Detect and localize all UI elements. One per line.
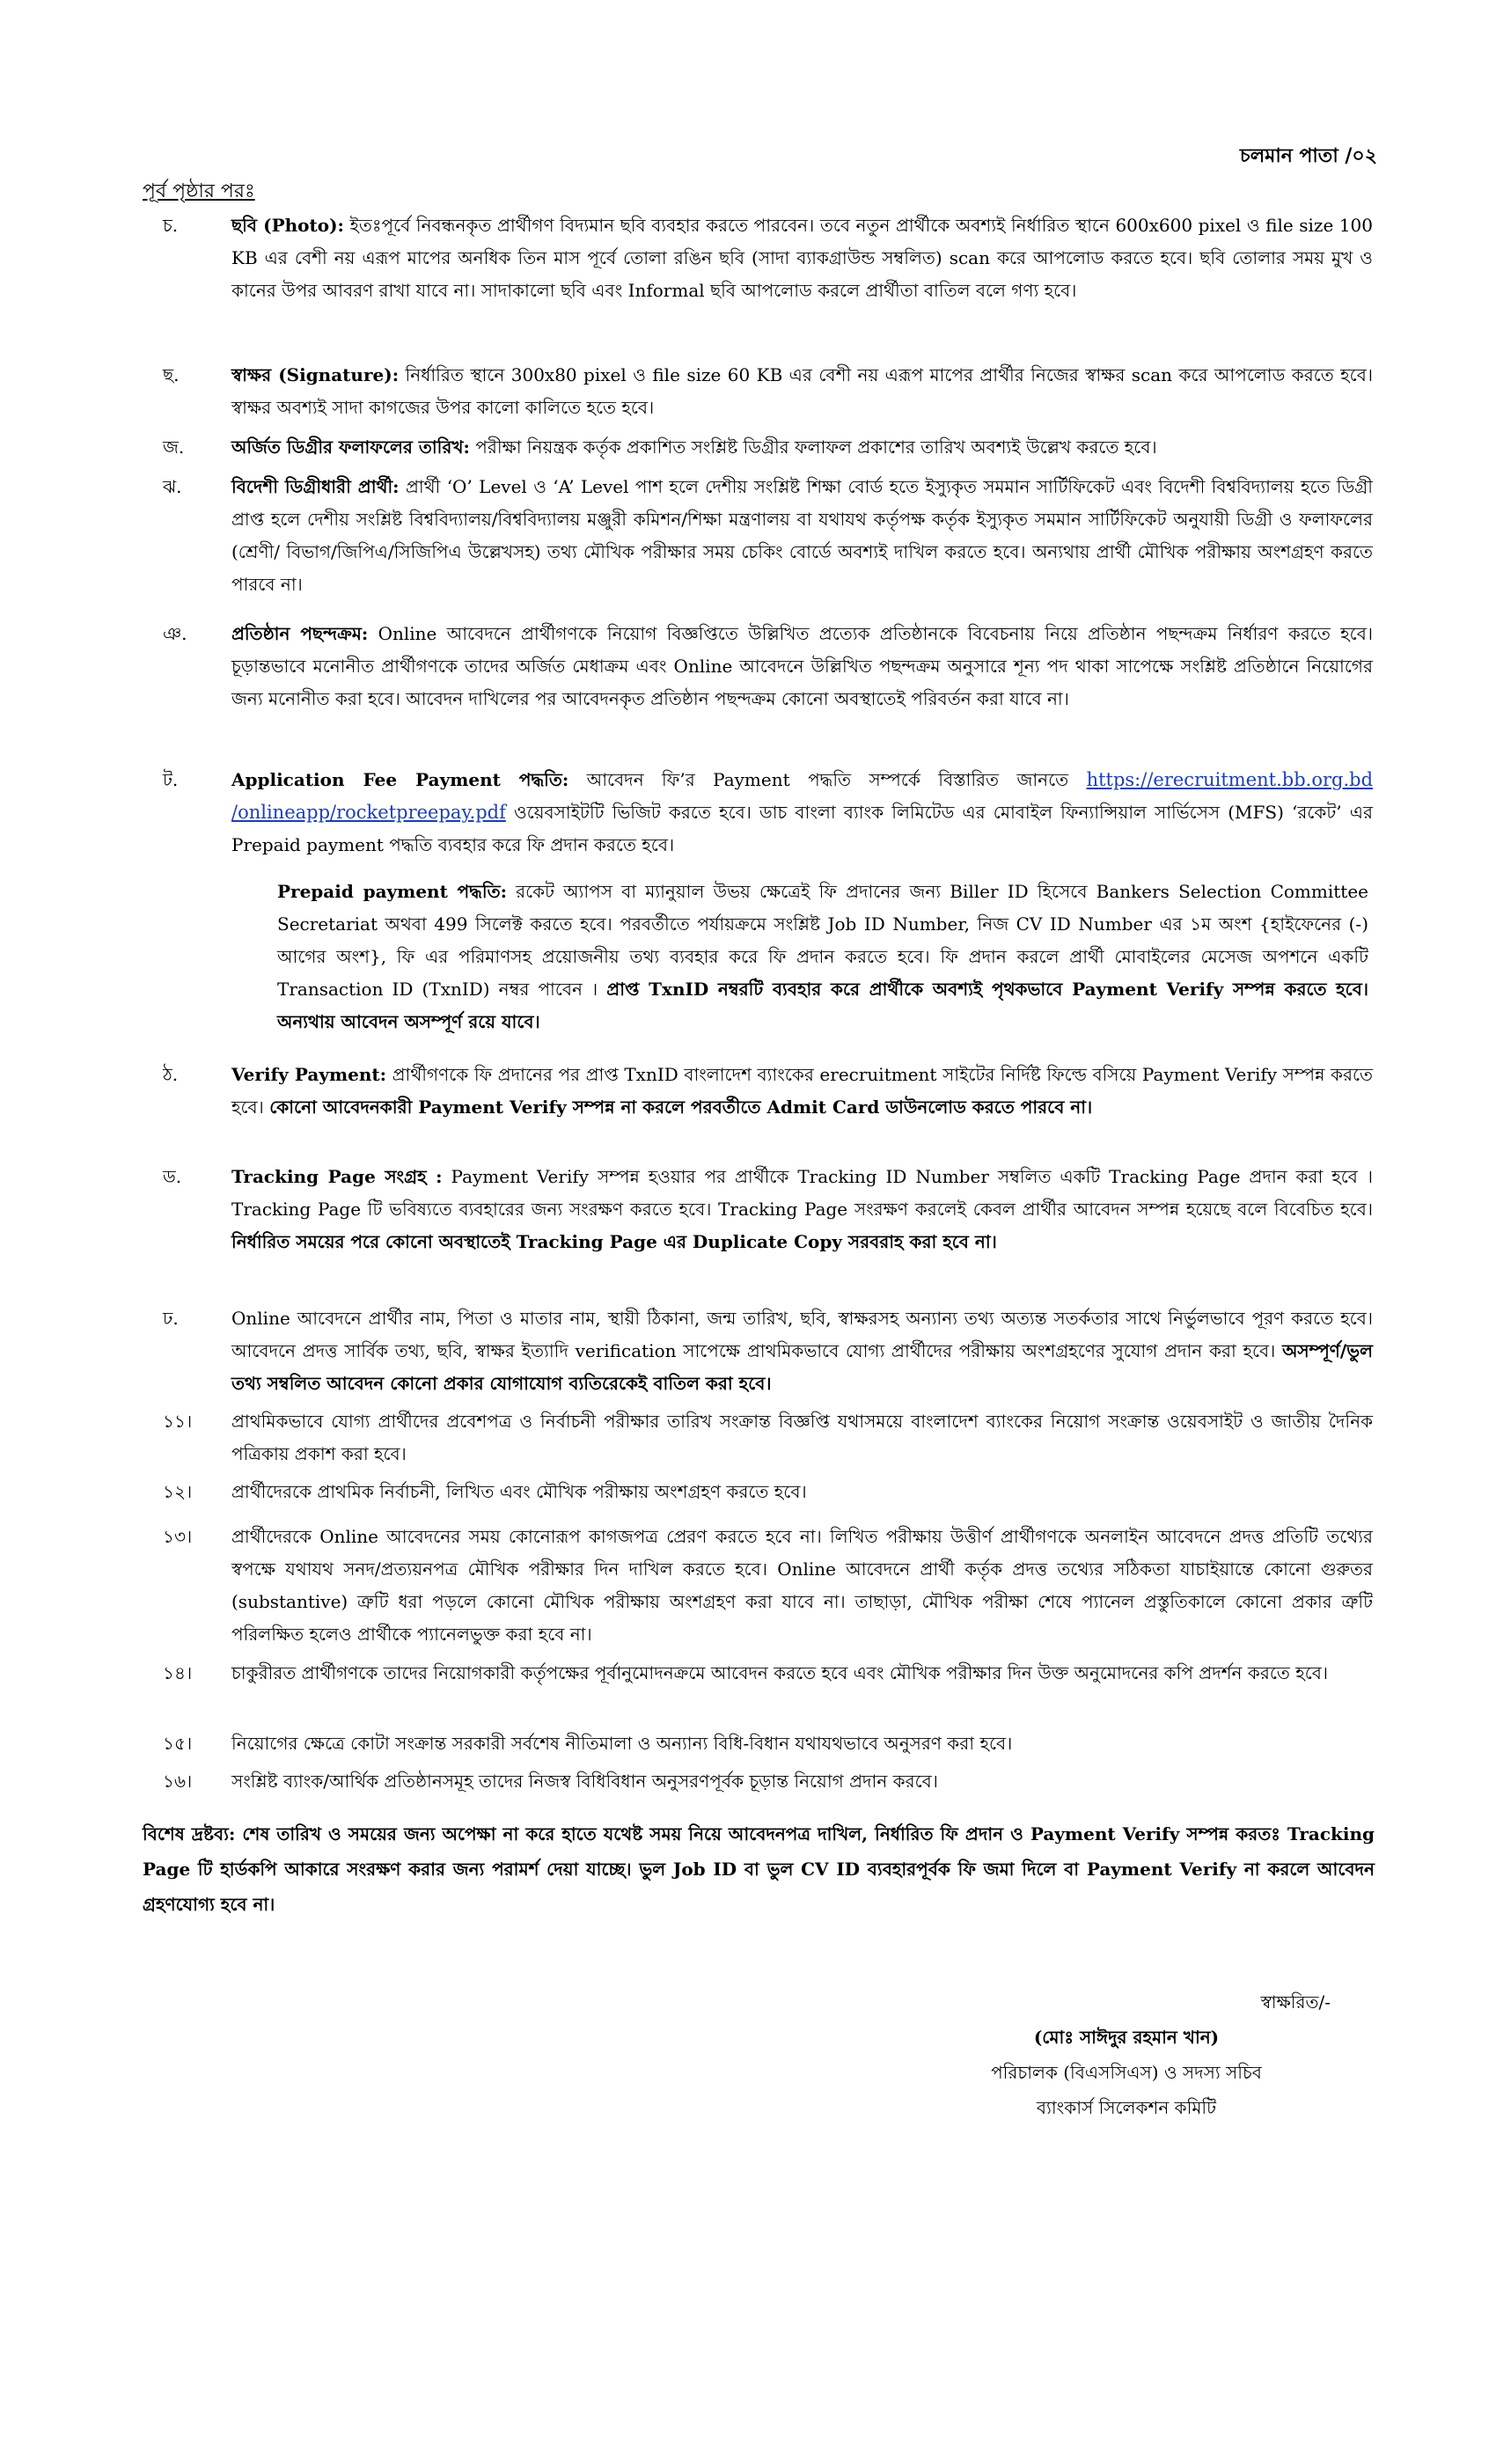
item-text: ওয়েবসাইটটি ভিজিট করতে হবে। ডাচ বাংলা ব্যাংক লিমিটেড এর মোবাইল ফিন্যান্সিয়াল সার্ভিসেস (MFS) ‘রকেট’ এর Prepaid payment পদ্ধতি ব্যবহার করে ফি প্রদান করতে হবে।: [231, 802, 1373, 855]
committee-name: ব্যাংকার্স সিলেকশন কমিটি: [1036, 2097, 1217, 2118]
item-signature: [163, 359, 1373, 424]
item-foreign-degree: [163, 471, 1373, 601]
item-marker: ঝ.: [163, 476, 182, 497]
numbered-item-12: [163, 1476, 1373, 1508]
item-heading: ছবি (Photo):: [231, 215, 344, 236]
item-marker: ট.: [163, 769, 179, 790]
fee-payment-link[interactable]: https://erecruitment.bb.org.bd /onlineapp/rocketpreepay.pdf: [231, 769, 1374, 823]
item-marker: ১৫।: [163, 1733, 193, 1754]
item-text: সংশ্লিষ্ট ব্যাংক/আর্থিক প্রতিষ্ঠানসমূহ তাদের নিজস্ব বিধিবিধান অনুসরণপূর্বক চূড়ান্ত নিয়োগ প্রদান করবে।: [231, 1771, 938, 1792]
item-marker: ১২।: [163, 1481, 193, 1502]
item-tracking-page: [163, 1161, 1373, 1258]
item-text: প্রার্থীদেরকে প্রাথমিক নির্বাচনী, লিখিত এবং মৌখিক পরীক্ষায় অংশগ্রহণ করতে হবে।: [231, 1481, 807, 1502]
prepaid-payment-block: [277, 876, 1368, 1038]
continued-label: পূর্ব পৃষ্ঠার পরঃ: [143, 180, 255, 202]
item-text: প্রাথমিকভাবে যোগ্য প্রার্থীদের প্রবেশপত্র ও নির্বাচনী পরীক্ষার তারিখ সংক্রান্ত বিজ্ঞপ্তি যথাসময়ে বাংলাদেশ ব্যাংকের নিয়োগ সংক্রান্ত ওয়েবসাইট ও জাতীয় দৈনিক পত্রিকায় প্রকাশ করা হবে।: [231, 1411, 1373, 1464]
numbered-item-13: [163, 1521, 1373, 1651]
running-page-label: চলমান পাতা /০২: [1239, 144, 1377, 167]
prepaid-bold-text: প্রাপ্ত TxnID নম্বরটি ব্যবহার করে প্রার্থীকে অবশ্যই পৃথকভাবে Payment Verify সম্পন্ন করতে হবে। অন্যথায় আবেদন অসম্পূর্ণ রয়ে যাবে।: [277, 979, 1369, 1032]
item-marker: ১৩।: [163, 1526, 193, 1547]
item-bold-text: কোনো আবেদনকারী Payment Verify সম্পন্ন না করলে পরবর্তীতে Admit Card ডাউনলোড করতে পারবে না।: [269, 1096, 1093, 1118]
item-heading: প্রতিষ্ঠান পছন্দক্রম:: [231, 623, 369, 644]
item-photo: [163, 209, 1373, 307]
item-text: আবেদন ফি’র Payment পদ্ধতি সম্পর্কে বিস্তারিত জানতে: [586, 769, 1069, 790]
item-text: প্রার্থীদেরকে Online আবেদনের সময় কোনোরূপ কাগজপত্র প্রেরণ করতে হবে না। লিখিত পরীক্ষায় উত্তীর্ণ প্রার্থীগণকে অনলাইন আবেদনে প্রদত্ত প্রতিটি তথ্যের স্বপক্ষে যথাযথ সনদ/প্রত্যয়নপত্র মৌখিক পরীক্ষার দিন দাখিল করতে হবে। Online আবেদনে প্রার্থী কর্তৃক প্রদত্ত তথ্যের সঠিকতা যাচাইয়ান্তে কোনো গুরুতর (substantive) ত্রুটি ধরা পড়লে কোনো মৌখিক পরীক্ষায় অংশগ্রহণ করা যাবে না। তাছাড়া, মৌখিক পরীক্ষা শেষে প্যানেল প্রস্তুতিকালে কোনো প্রকার ত্রুটি পরিলক্ষিত হলেও প্রার্থীকে প্যানেলভুক্ত করা হবে না।: [231, 1526, 1373, 1645]
item-text: Payment Verify সম্পন্ন হওয়ার পর প্রার্থীকে Tracking ID Number সম্বলিত একটি Tracking Page প্রদান করা হবে । Tracking Page টি ভবিষ্যতে ব্যবহারের জন্য সংরক্ষণ করতে হবে। Tracking Page সংরক্ষণ করলেই কেবল প্রার্থীর আবেদন সম্পন্ন হয়েছে বলে বিবেচিত হবে।: [231, 1166, 1373, 1220]
item-heading: Tracking Page সংগ্রহ :: [231, 1166, 443, 1187]
signatory-name: (মোঃ সাঈদুর রহমান খান): [1033, 2027, 1220, 2048]
item-text: ইতঃপূর্বে নিবন্ধনকৃত প্রার্থীগণ বিদ্যমান ছবি ব্যবহার করতে পারবেন। তবে নতুন প্রার্থীকে অবশ্যই নির্ধারিত স্থানে 600x600 pixel ও file size 100 KB এর বেশী নয় এরূপ মাপের অনধিক তিন মাস পূর্বে তোলা রঙিন ছবি (সাদা ব্যাকগ্রাউন্ড সম্বলিত) scan করে আপলোড করতে হবে। ছবি তোলার সময় মুখ ও কানের উপর আবরণ রাখা যাবে না। সাদাকালো ছবি এবং Informal ছবি আপলোড করলে প্রার্থীতা বাতিল বলে গণ্য হবে।: [231, 215, 1373, 301]
item-bold-text: নির্ধারিত সময়ের পরে কোনো অবস্থাতেই Tracking Page এর Duplicate Copy সরবরাহ করা হবে না।: [231, 1231, 997, 1252]
item-text: প্রার্থীগণকে ফি প্রদানের পর প্রাপ্ত TxnID বাংলাদেশ ব্যাংকের erecruitment সাইটের নির্দিষ্ট ফিল্ডে বসিয়ে Payment Verify সম্পন্ন করতে হবে।: [231, 1064, 1374, 1118]
prepaid-heading: Prepaid payment পদ্ধতি:: [277, 881, 507, 902]
signature-block: [880, 1984, 1373, 2125]
numbered-item-15: [163, 1727, 1373, 1760]
item-result-date: [163, 431, 1373, 464]
signed-label: স্বাক্ষরিত/-: [1260, 1991, 1331, 2013]
item-heading: বিদেশী ডিগ্রীধারী প্রার্থী:: [231, 476, 400, 497]
item-marker: ছ.: [163, 364, 180, 385]
item-heading: অর্জিত ডিগ্রীর ফলাফলের তারিখ:: [231, 436, 470, 458]
item-marker: ড.: [163, 1166, 182, 1187]
item-bold-text: অসম্পূর্ণ/ভুল তথ্য সম্বলিত আবেদন কোনো প্রকার যোগাযোগ ব্যতিরেকেই বাতিল করা হবে।: [231, 1340, 1374, 1394]
item-marker: জ.: [163, 436, 185, 458]
item-heading: স্বাক্ষর (Signature):: [231, 364, 400, 385]
item-online-info: [163, 1302, 1373, 1400]
item-heading: Verify Payment:: [231, 1064, 387, 1085]
item-heading: Application Fee Payment পদ্ধতি:: [231, 769, 569, 790]
special-note: বিশেষ দ্রষ্টব্য: শেষ তারিখ ও সময়ের জন্য অপেক্ষা না করে হাতে যথেষ্ট সময় নিয়ে আবেদনপত্র দাখিল, নির্ধারিত ফি প্রদান ও Payment Verify সম্পন্ন করতঃ Tracking Page টি হার্ডকপি আকারে সংরক্ষণ করার জন্য পরামর্শ দেয়া যাচ্ছে। ভুল Job ID বা ভুল CV ID ব্যবহারপূর্বক ফি জমা দিলে বা Payment Verify না করলে আবেদন গ্রহণযোগ্য হবে না।: [143, 1823, 1375, 1915]
item-marker: ঠ.: [163, 1064, 179, 1085]
item-marker: ১১।: [163, 1411, 193, 1432]
numbered-item-14: [163, 1657, 1373, 1690]
numbered-item-11: [163, 1405, 1373, 1470]
item-text: নির্ধারিত স্থানে 300x80 pixel ও file size 60 KB এর বেশী নয় এরূপ মাপের প্রার্থীর নিজের স্বাক্ষর scan করে আপলোড করতে হবে। স্বাক্ষর অবশ্যই সাদা কাগজের উপর কালো কালিতে হতে হবে।: [231, 364, 1373, 418]
item-marker: ঢ.: [163, 1308, 179, 1329]
item-marker: চ.: [163, 215, 179, 236]
item-text: Online আবেদনে প্রার্থীর নাম, পিতা ও মাতার নাম, স্থায়ী ঠিকানা, জন্ম তারিখ, ছবি, স্বাক্ষরসহ অন্যান্য তথ্য অত্যন্ত সতর্কতার সাথে নির্ভুলভাবে পূরণ করতে হবে। আবেদনে প্রদত্ত সার্বিক তথ্য, ছবি, স্বাক্ষর ইত্যাদি verification সাপেক্ষে প্রাথমিকভাবে যোগ্য প্রার্থীদের পরীক্ষায় অংশগ্রহণের সুযোগ প্রদান করা হবে।: [231, 1308, 1373, 1361]
prepaid-text: রকেট অ্যাপস বা ম্যানুয়াল উভয় ক্ষেত্রেই ফি প্রদানের জন্য Biller ID হিসেবে Bankers Selection Committee Secretariat অথবা 499 সিলেক্ট করতে হবে। পরবর্তীতে পর্যায়ক্রমে সংশ্লিষ্ট Job ID Number, নিজ CV ID Number এর ১ম অংশ {হাইফেনের (-) আগের অংশ}, ফি এর পরিমাণসহ প্রয়োজনীয় তথ্য ব্যবহার করে ফি প্রদান করতে হবে। ফি প্রদান করলে প্রার্থী মোবাইলের মেসেজ অপশনে একটি Transaction ID (TxnID) নম্বর পাবেন ।: [277, 881, 1368, 1000]
item-marker: ১৬।: [163, 1771, 193, 1792]
item-fee-payment: [163, 764, 1373, 862]
item-text: প্রার্থী ‘O’ Level ও ‘A’ Level পাশ হলে দেশীয় সংশ্লিষ্ট শিক্ষা বোর্ড হতে ইস্যুকৃত সমমান সার্টিফিকেট এবং বিদেশী বিশ্ববিদ্যালয় হতে ডিগ্রী প্রাপ্ত হলে দেশীয় সংশ্লিষ্ট বিশ্ববিদ্যালয়/বিশ্ববিদ্যালয় মঞ্জুরী কমিশন/শিক্ষা মন্ত্রণালয় বা যথাযথ কর্তৃপক্ষ কর্তৃক ইস্যুকৃত সমমান সার্টিফিকেট অনুযায়ী ডিগ্রী ও ফলাফলের (শ্রেণী/ বিভাগ/জিপিএ/সিজিপিএ উল্লেখসহ) তথ্য মৌখিক পরীক্ষার সময় চেকিং বোর্ডে অবশ্যই দাখিল করতে হবে। অন্যথায় প্রার্থী মৌখিক পরীক্ষায় অংশগ্রহণ করতে পারবে না।: [231, 476, 1374, 595]
item-verify-payment: [163, 1059, 1373, 1124]
item-text: পরীক্ষা নিয়ন্ত্রক কর্তৃক প্রকাশিত সংশ্লিষ্ট ডিগ্রীর ফলাফল প্রকাশের তারিখ অবশ্যই উল্লেখ করতে হবে।: [475, 436, 1157, 458]
item-marker: ১৪।: [163, 1662, 193, 1683]
signatory-designation: পরিচালক (বিএসসিএস) ও সদস্য সচিব: [991, 2062, 1262, 2083]
item-institution-preference: [163, 618, 1373, 715]
item-text: চাকুরীরত প্রার্থীগণকে তাদের নিয়োগকারী কর্তৃপক্ষের পূর্বানুমোদনক্রমে আবেদন করতে হবে এবং মৌখিক পরীক্ষার দিন উক্ত অনুমোদনের কপি প্রদর্শন করতে হবে।: [231, 1662, 1329, 1683]
numbered-item-16: [163, 1765, 1373, 1798]
item-text: নিয়োগের ক্ষেত্রে কোটা সংক্রান্ত সরকারী সর্বশেষ নীতিমালা ও অন্যান্য বিধি-বিধান যথাযথভাবে অনুসরণ করা হবে।: [231, 1733, 1013, 1754]
item-marker: ঞ.: [163, 623, 187, 644]
item-text: Online আবেদনে প্রার্থীগণকে নিয়োগ বিজ্ঞপ্তিতে উল্লিখিত প্রত্যেক প্রতিষ্ঠানকে বিবেচনায় নিয়ে প্রতিষ্ঠান পছন্দক্রম নির্ধারণ করতে হবে। চূড়ান্তভাবে মনোনীত প্রার্থীগণকে তাদের অর্জিত মেধাক্রম এবং Online আবেদনে উল্লিখিত পছন্দক্রম অনুসারে শূন্য পদ থাকা সাপেক্ষে সংশ্লিষ্ট প্রতিষ্ঠানে নিয়োগের জন্য মনোনীত করা হবে। আবেদন দাখিলের পর আবেদনকৃত প্রতিষ্ঠান পছন্দক্রম কোনো অবস্থাতেই পরিবর্তন করা যাবে না।: [231, 623, 1373, 709]
